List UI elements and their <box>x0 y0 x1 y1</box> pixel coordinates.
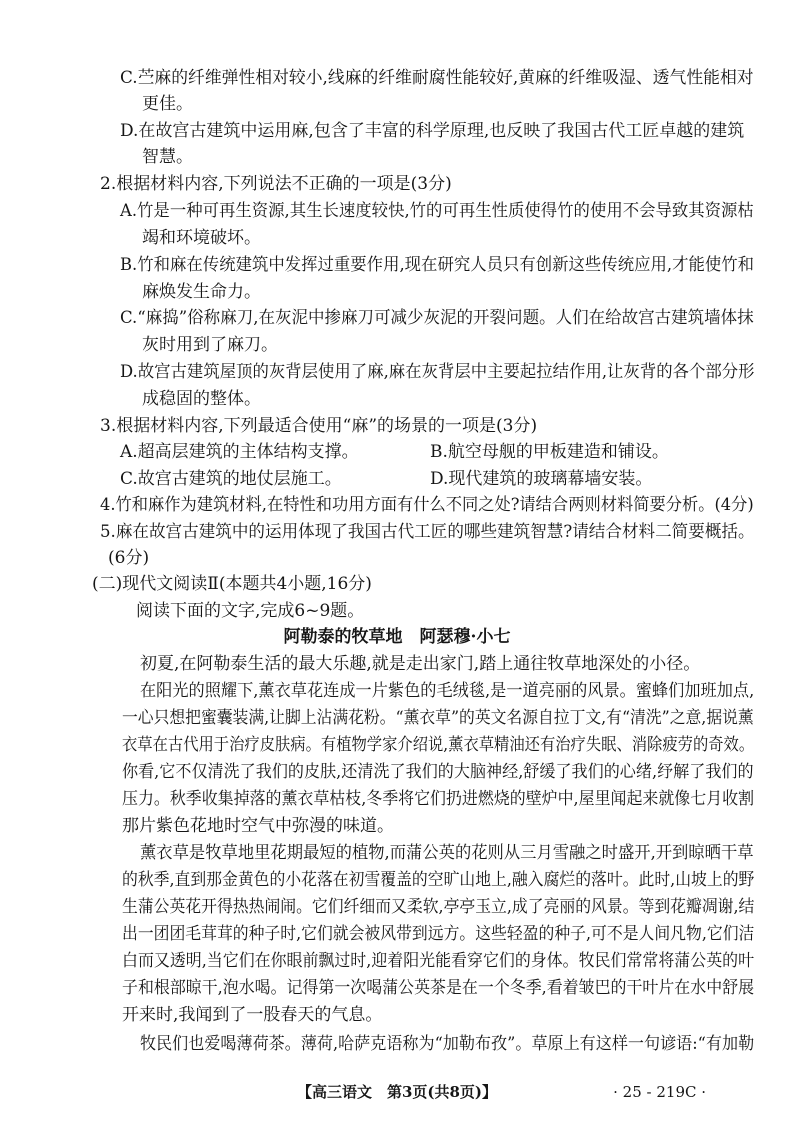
question-3: 3.根据材料内容,下列最适合使用“麻”的场景的一项是(3分) <box>100 416 538 436</box>
paragraph-3-line2: 的秋季,直到那金黄色的小花落在初雪覆盖的空旷山地上,融入腐烂的落叶。此时,山坡上的野 <box>122 870 755 890</box>
question-5-line1: 5.麻在故宫古建筑中的运用体现了我国古代工匠的哪些建筑智慧?请结合材料二简要概括。 <box>100 522 755 542</box>
option-3b: B.航空母舰的甲板建造和铺设。 <box>430 442 669 462</box>
paragraph-3-line7: 开来时,我闻到了一股春天的气息。 <box>122 1005 383 1025</box>
option-1d-line2: 智慧。 <box>142 147 193 167</box>
option-2c-line1: C.“麻捣”俗称麻刀,在灰泥中掺麻刀可减少灰泥的开裂问题。人们在给故宫古建筑墙体抹 <box>120 308 754 328</box>
paragraph-3-line1: 薰衣草是牧草地里花期最短的植物,而蒲公英的花则从三月雪融之时盛开,开到晾晒干草 <box>140 843 754 863</box>
paragraph-3-line4: 出一团团毛茸茸的种子时,它们就会被风带到远方。这些轻盈的种子,可不是人间凡物,它们洁 <box>122 924 755 944</box>
paragraph-3-line3: 生蒲公英花开得热热闹闹。它们纤细而又柔软,亭亭玉立,成了亮丽的风景。等到花瓣凋谢,结 <box>122 897 755 917</box>
option-3d: D.现代建筑的玻璃幕墙安装。 <box>430 469 653 489</box>
question-5-line2: (6分) <box>108 548 150 568</box>
section-heading: (二)现代文阅读Ⅱ(本题共4小题,16分) <box>92 574 372 594</box>
article-title: 阿勒泰的牧草地 阿瑟穆·小七 <box>283 627 511 647</box>
option-2d-line2: 成稳固的整体。 <box>142 389 261 409</box>
paragraph-1: 初夏,在阿勒泰生活的最大乐趣,就是走出家门,踏上通往牧草地深处的小径。 <box>140 654 701 674</box>
paragraph-2-line3: 衣草在古代用于治疗皮肤病。有植物学家介绍说,薰衣草精油还有治疗失眠、消除疲劳的奇效。 <box>122 735 755 755</box>
question-4: 4.竹和麻作为建筑材料,在特性和功用方面有什么不同之处?请结合两则材料简要分析。(4分) <box>100 495 754 515</box>
option-2c-line2: 灰时用到了麻刀。 <box>142 335 278 355</box>
paragraph-2-line1: 在阳光的照耀下,薰衣草花连成一片紫色的毛绒毯,是一道亮丽的风景。蜜蜂们加班加点, <box>140 681 755 701</box>
question-2: 2.根据材料内容,下列说法不正确的一项是(3分) <box>100 174 452 194</box>
option-3c: C.故宫古建筑的地仗层施工。 <box>120 469 342 489</box>
paragraph-2-line6: 那片紫色花地时空气中弥漫的味道。 <box>122 816 394 836</box>
option-2b-line2: 麻焕发生命力。 <box>142 282 261 302</box>
paragraph-3-line5: 白而又透明,当它们在你眼前飘过时,迎着阳光能看穿它们的身体。牧民们常常将蒲公英的叶 <box>122 951 755 971</box>
paragraph-2-line5: 压力。秋季收集掉落的薰衣草枯枝,冬季将它们扔进燃烧的壁炉中,屋里闻起来就像七月收割 <box>122 789 755 809</box>
option-2a-line1: A.竹是一种可再生资源,其生长速度较快,竹的可再生性质使得竹的使用不会导致其资源枯 <box>120 201 754 221</box>
option-1c-line2: 更佳。 <box>142 94 193 114</box>
option-2b-line1: B.竹和麻在传统建筑中发挥过重要作用,现在研究人员只有创新这些传统应用,才能使竹和 <box>120 255 755 275</box>
paragraph-4-line1: 牧民们也爱喝薄荷茶。薄荷,哈萨克语称为“加勒布孜”。草原上有这样一句谚语:“有加勒 <box>140 1034 755 1054</box>
paragraph-2-line4: 你看,它不仅清洗了我们的皮肤,还清洗了我们的大脑神经,舒缓了我们的心绪,纾解了我们的 <box>122 762 754 782</box>
footer-page-info: 【高三语文 第3页(共8页)】 <box>296 1083 498 1101</box>
paragraph-3-line6: 子和根部晾干,泡水喝。记得第一次喝蒲公英茶是在一个冬季,看着皱巴的干叶片在水中舒展 <box>122 978 755 998</box>
option-3a: A.超高层建筑的主体结构支撑。 <box>120 442 359 462</box>
option-2a-line2: 竭和环境破坏。 <box>142 228 261 248</box>
footer-exam-code: · 25 - 219C · <box>613 1083 706 1101</box>
paragraph-2-line2: 一心只想把蜜囊装满,让脚上沾满花粉。“薰衣草”的英文名源自拉丁文,有“清洗”之意,据说薰 <box>122 708 754 728</box>
option-2d-line1: D.故宫古建筑屋顶的灰背层使用了麻,麻在灰背层中主要起拉结作用,让灰背的各个部分形 <box>120 362 755 382</box>
option-1d-line1: D.在故宫古建筑中运用麻,包含了丰富的科学原理,也反映了我国古代工匠卓越的建筑 <box>120 121 745 141</box>
option-1c-line1: C.苎麻的纤维弹性相对较小,线麻的纤维耐腐性能较好,黄麻的纤维吸湿、透气性能相对 <box>120 68 754 88</box>
reading-instruction: 阅读下面的文字,完成6~9题。 <box>136 601 365 621</box>
